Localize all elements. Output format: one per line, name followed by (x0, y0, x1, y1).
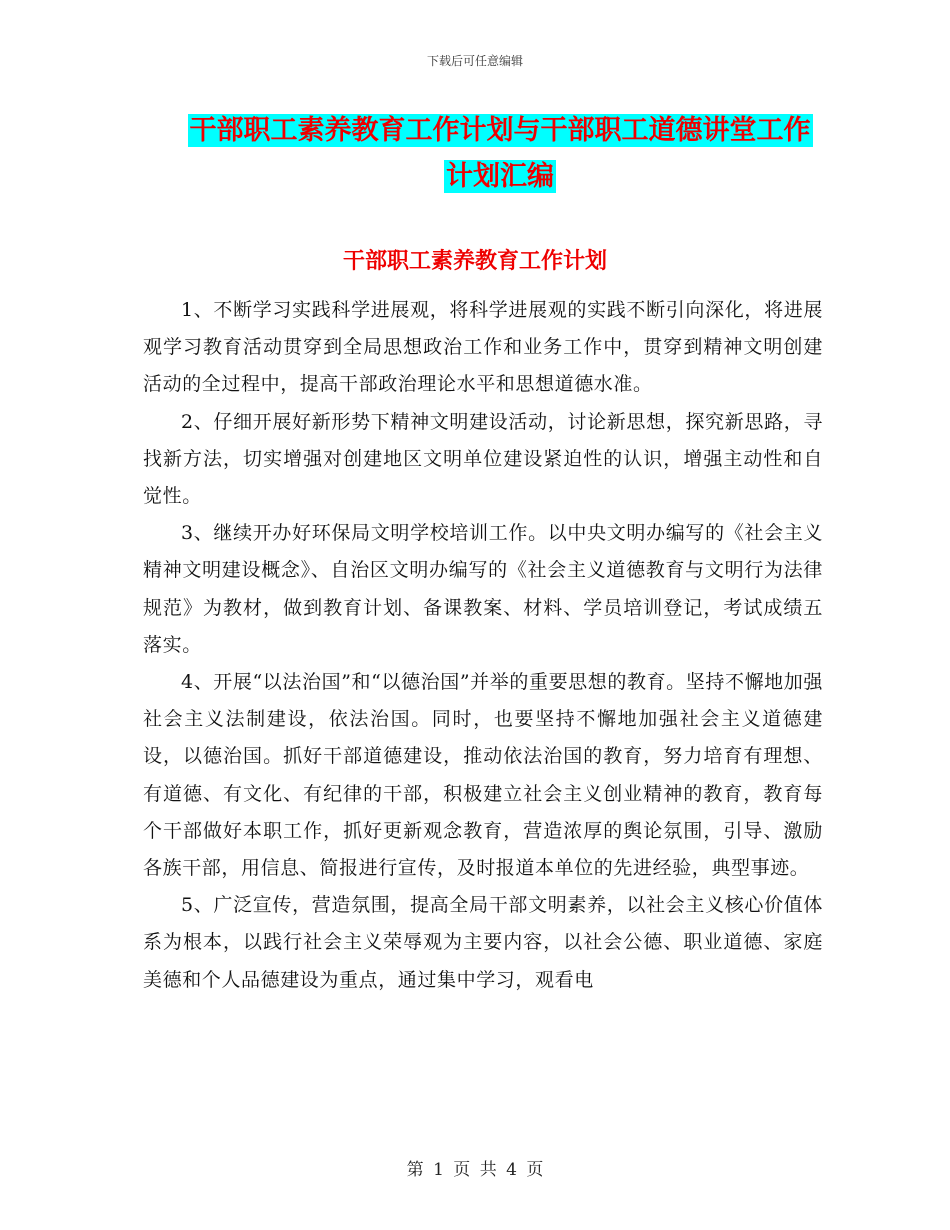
paragraph-4: 4、开展“以法治国”和“以德治国”并举的重要思想的教育。坚持不懈地加强社会主义法制建设，依法治国。同时，也要坚持不懈地加强社会主义道德建设，以德治国。抓好干部道德建设，推动依法治国的教育，努力培育有理想、有道德、有文化、有纪律的干部，积极建立社会主义创业精神的教育，教育每个干部做好本职工作，抓好更新观念教育，营造浓厚的舆论氛围，引导、激励各族干部，用信息、简报进行宣传，及时报道本单位的先进经验，典型事迹。 (143, 671, 823, 880)
document-title (140, 108, 860, 200)
paragraph-5: 5、广泛宣传，营造氛围，提高全局干部文明素养，以社会主义核心价值体系为根本，以践行社会主义荣辱观为主要内容，以社会公德、职业道德、家庭美德和个人品德建设为重点，通过集中学习，观看电 (143, 894, 823, 991)
header-note: 下载后可任意编辑 (426, 54, 523, 68)
document-body (143, 292, 823, 999)
title-line-2: 计划汇编 (446, 161, 554, 192)
paragraph-3: 3、继续开办好环保局文明学校培训工作。以中央文明办编写的《社会主义精神文明建设概念》、自治区文明办编写的《社会主义道德教育与文明行为法律规范》为教材，做到教育计划、备课教案、材料、学员培训登记，考试成绩五落实。 (143, 522, 823, 656)
page-footer: 第 1 页 共 4 页 (406, 1160, 544, 1180)
paragraph-2: 2、仔细开展好新形势下精神文明建设活动，讨论新思想，探究新思路，寻找新方法，切实增强对创建地区文明单位建设紧迫性的认识，增强主动性和自觉性。 (143, 410, 823, 508)
section-title: 干部职工素养教育工作计划 (342, 249, 607, 274)
paragraph-1: 1、不断学习实践科学进展观，将科学进展观的实践不断引向深化，将进展观学习教育活动贯穿到全局思想政治工作和业务工作中，贯穿到精神文明创建活动的全过程中，提高干部政治理论水平和思想道德水准。 (143, 299, 823, 396)
title-line-1: 干部职工素养教育工作计划与干部职工道德讲堂工作 (189, 115, 811, 146)
